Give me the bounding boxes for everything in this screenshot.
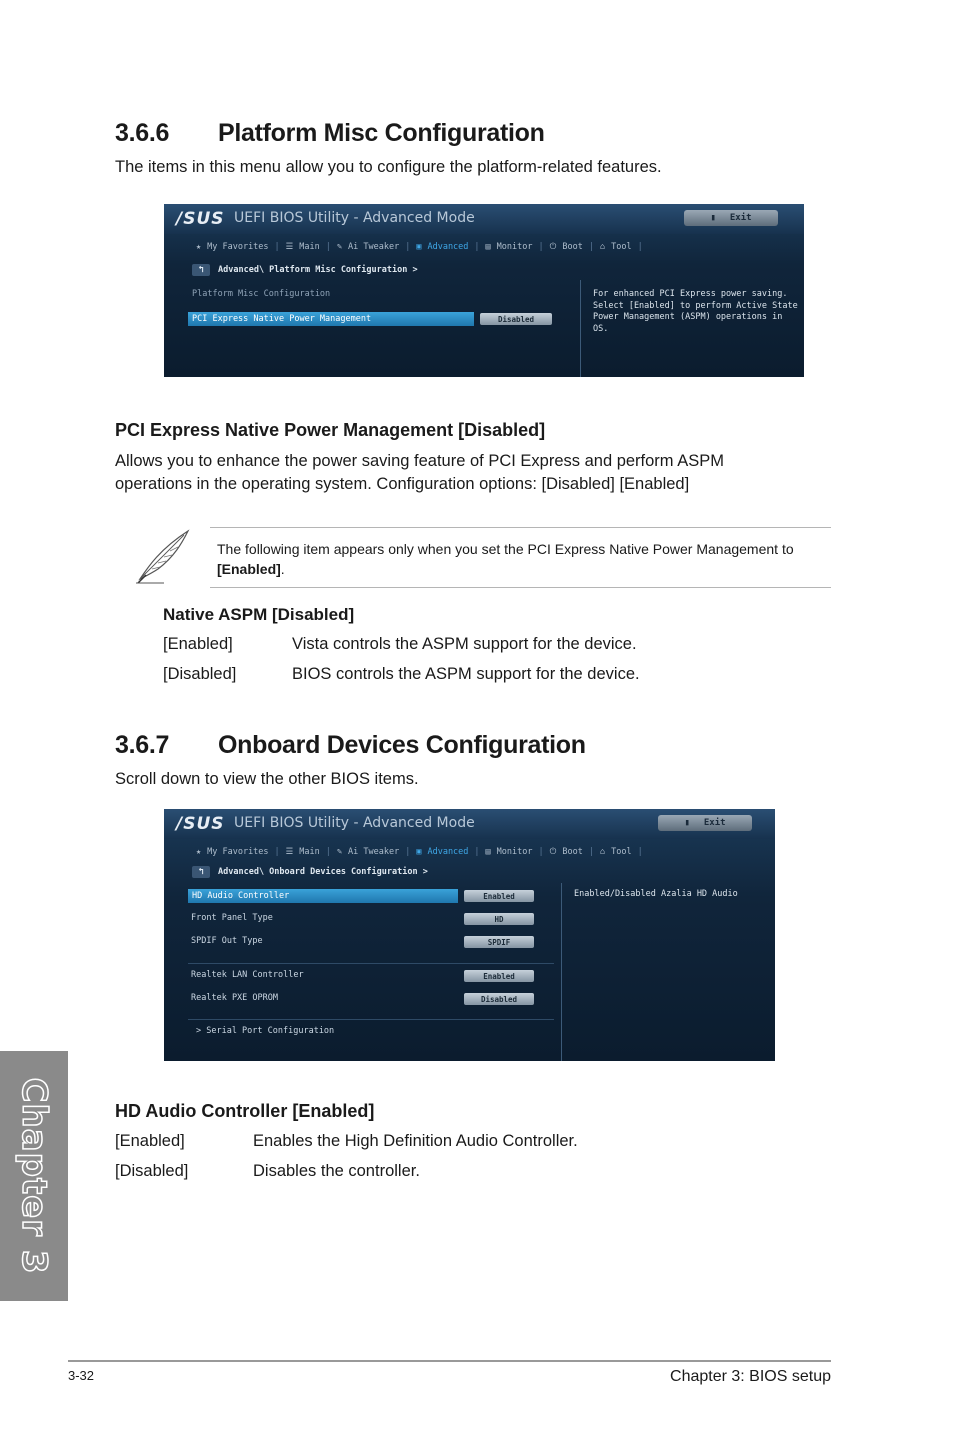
bios-utility-title: UEFI BIOS Utility - Advanced Mode xyxy=(234,210,475,226)
help-divider xyxy=(561,883,562,1061)
menu-favorites[interactable]: My Favorites xyxy=(207,847,269,857)
exit-icon: ▮ xyxy=(710,213,716,223)
menu-monitor[interactable]: Monitor xyxy=(496,847,533,857)
aspm-option-key: [Enabled] xyxy=(163,635,233,653)
pci-description: Allows you to enhance the power saving feature of PCI Express and perform ASPM operations in the operating system. Configuration options: [Disabled] [Enabled] xyxy=(115,452,724,493)
footer-rule xyxy=(68,1360,831,1362)
menu-tool[interactable]: Tool xyxy=(611,242,632,252)
setting-row-spdif[interactable]: SPDIF Out Type xyxy=(191,936,263,946)
back-icon[interactable]: ↰ xyxy=(192,866,210,878)
setting-value-spdif[interactable]: SPDIF xyxy=(464,936,534,948)
pci-heading: PCI Express Native Power Management [Disabled] xyxy=(115,420,546,440)
group-divider xyxy=(188,963,554,964)
hd-option-key: [Enabled] xyxy=(115,1132,185,1150)
hd-audio-heading: HD Audio Controller [Enabled] xyxy=(115,1101,375,1121)
back-icon[interactable]: ↰ xyxy=(192,264,210,276)
menu-boot[interactable]: Boot xyxy=(562,847,583,857)
tool-icon: ⌂ xyxy=(599,242,606,252)
bios-screenshot-onboard-devices xyxy=(164,809,775,1061)
section-intro: Scroll down to view the other BIOS items. xyxy=(115,770,419,788)
tweak-icon: ✎ xyxy=(336,242,343,252)
aspm-option-desc: Vista controls the ASPM support for the device. xyxy=(292,635,637,653)
aspm-option-desc: BIOS controls the ASPM support for the device. xyxy=(292,665,640,683)
bios-title-bar xyxy=(164,809,775,839)
section-intro: The items in this menu allow you to configure the platform-related features. xyxy=(115,158,662,176)
breadcrumb-text: Advanced\ Onboard Devices Configuration > xyxy=(218,867,428,877)
advanced-icon: ▣ xyxy=(416,242,422,252)
help-divider xyxy=(580,280,581,377)
hd-option-desc: Disables the controller. xyxy=(253,1162,420,1180)
setting-value-pxe[interactable]: Disabled xyxy=(464,993,534,1005)
advanced-icon: ▣ xyxy=(416,847,422,857)
exit-button[interactable] xyxy=(684,210,778,226)
asus-logo: /SUS xyxy=(176,209,225,229)
group-divider xyxy=(188,1019,554,1020)
menu-advanced[interactable]: Advanced xyxy=(427,847,469,857)
help-text: For enhanced PCI Express power saving. Select [Enabled] to perform Active State Power Management (ASPM) operations in OS. xyxy=(593,289,798,334)
hd-option-desc: Enables the High Definition Audio Controller. xyxy=(253,1132,578,1150)
setting-value-pcie-power[interactable]: Disabled xyxy=(480,313,552,325)
setting-row-hd-audio[interactable]: HD Audio Controller xyxy=(188,889,458,903)
setting-row-pxe[interactable]: Realtek PXE OPROM xyxy=(191,993,278,1003)
power-icon: ⏻ xyxy=(549,847,557,857)
setting-value-lan[interactable]: Enabled xyxy=(464,970,534,982)
help-text: Enabled/Disabled Azalia HD Audio xyxy=(574,889,738,899)
section-number: 3.6.6 xyxy=(115,119,170,147)
list-icon: ☰ xyxy=(285,847,294,857)
setting-value-hd-audio[interactable]: Enabled xyxy=(464,890,534,902)
group-label: Platform Misc Configuration xyxy=(192,289,331,299)
aspm-option-key: [Disabled] xyxy=(163,665,237,683)
list-icon: ☰ xyxy=(285,242,294,252)
bios-utility-title: UEFI BIOS Utility - Advanced Mode xyxy=(234,815,475,831)
note-bottom-rule xyxy=(210,587,831,588)
section-title: Onboard Devices Configuration xyxy=(218,731,586,759)
menu-main[interactable]: Main xyxy=(299,242,320,252)
asus-logo: /SUS xyxy=(176,814,225,834)
footer-chapter: Chapter 3: BIOS setup xyxy=(670,1368,831,1385)
bios-menu-bar: ★ My Favorites | ☰ Main | ✎ Ai Tweaker | ▣ Advanced | ▤ Monitor | ⏻ Boot | ⌂ Tool | xyxy=(196,847,643,857)
chapter-side-tab xyxy=(0,1051,68,1301)
hd-option-key: [Disabled] xyxy=(115,1162,189,1180)
tweak-icon: ✎ xyxy=(336,847,343,857)
aspm-heading: Native ASPM [Disabled] xyxy=(163,605,355,624)
exit-icon: ▮ xyxy=(684,818,690,828)
bios-screenshot-platform-misc xyxy=(164,204,804,377)
menu-ai-tweaker[interactable]: Ai Tweaker xyxy=(348,242,400,252)
menu-boot[interactable]: Boot xyxy=(562,242,583,252)
breadcrumb-text: Advanced\ Platform Misc Configuration > xyxy=(218,265,418,275)
menu-favorites[interactable]: My Favorites xyxy=(207,242,269,252)
setting-value-front-panel[interactable]: HD xyxy=(464,913,534,925)
breadcrumb xyxy=(192,866,428,878)
bios-menu-bar: ★ My Favorites | ☰ Main | ✎ Ai Tweaker | ▣ Advanced | ▤ Monitor | ⏻ Boot | ⌂ Tool | xyxy=(196,242,643,252)
menu-ai-tweaker[interactable]: Ai Tweaker xyxy=(348,847,400,857)
page-number: 3-32 xyxy=(68,1368,95,1383)
menu-main[interactable]: Main xyxy=(299,847,320,857)
chapter-tab-label: Chapter 3 xyxy=(14,1077,54,1275)
exit-label: Exit xyxy=(703,818,726,828)
monitor-icon: ▤ xyxy=(485,242,491,252)
section-title: Platform Misc Configuration xyxy=(218,119,545,147)
breadcrumb xyxy=(192,264,418,276)
bios-title-bar xyxy=(164,204,804,234)
star-icon: ★ xyxy=(196,847,202,857)
note-text-end: . xyxy=(280,561,285,577)
setting-row-lan[interactable]: Realtek LAN Controller xyxy=(191,970,304,980)
section-number: 3.6.7 xyxy=(115,731,170,759)
note-text-main: The following item appears only when you set the PCI Express Native Power Management to xyxy=(217,541,794,557)
setting-row-pcie-power[interactable]: PCI Express Native Power Management xyxy=(188,312,474,326)
power-icon: ⏻ xyxy=(549,242,557,252)
note-text-bold: [Enabled] xyxy=(217,561,281,577)
note-top-rule xyxy=(210,527,831,528)
monitor-icon: ▤ xyxy=(485,847,491,857)
note-text xyxy=(217,539,829,579)
submenu-serial-port[interactable]: > Serial Port Configuration xyxy=(196,1026,335,1036)
exit-label: Exit xyxy=(729,213,752,223)
setting-row-front-panel[interactable]: Front Panel Type xyxy=(191,913,273,923)
menu-advanced[interactable]: Advanced xyxy=(427,242,469,252)
menu-tool[interactable]: Tool xyxy=(611,847,632,857)
tool-icon: ⌂ xyxy=(599,847,606,857)
menu-monitor[interactable]: Monitor xyxy=(496,242,533,252)
star-icon: ★ xyxy=(196,242,202,252)
note-feather-icon xyxy=(134,527,194,585)
exit-button[interactable] xyxy=(658,815,752,831)
